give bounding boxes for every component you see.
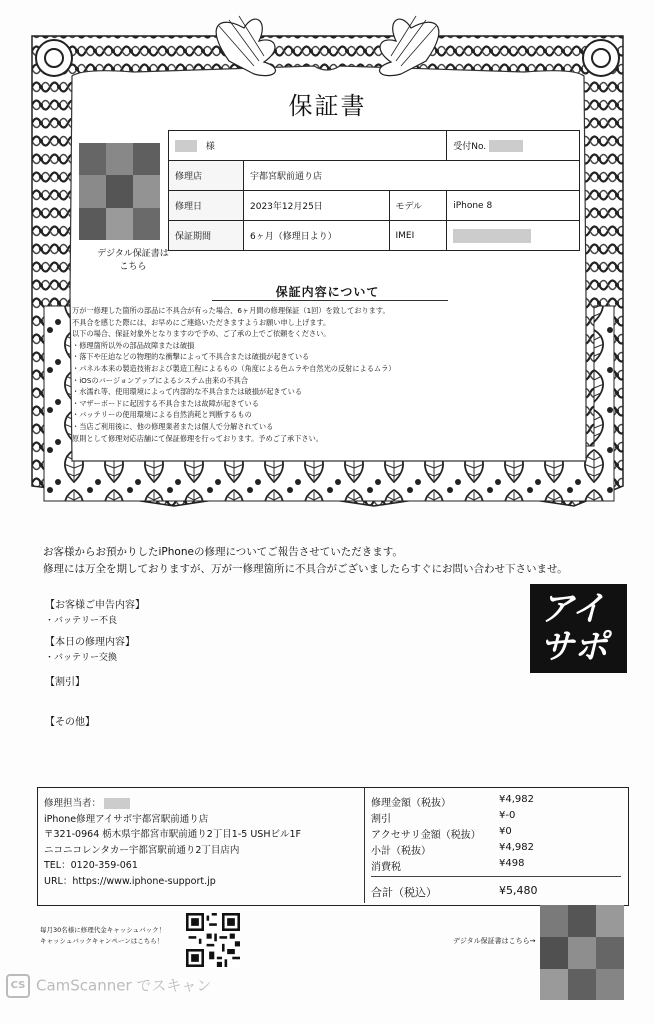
camscanner-watermark: CS CamScanner でスキャン: [6, 974, 211, 998]
blurred-digital-qr: [540, 905, 624, 1000]
model-value: iPhone 8: [447, 191, 580, 221]
blurred-customer-name: [175, 140, 197, 152]
shop-value: 宇都宮駅前通り店: [244, 161, 580, 191]
blurred-reception-number: [489, 140, 523, 152]
blurred-imei: [453, 229, 531, 243]
digital-certificate-caption: デジタル保証書は こちら: [97, 249, 169, 272]
date-value: 2023年12月25日: [244, 191, 390, 221]
amount-row: 割引 ¥-0: [371, 810, 516, 825]
terms-line: ・水濡れ等、使用環境によって内部的な不具合または破損が起きている: [72, 387, 303, 397]
imei-label: IMEI: [389, 221, 447, 251]
total-row: 合計（税込） ¥5,480: [371, 884, 538, 899]
amount-row: アクセサリ金額（税抜） ¥0: [371, 826, 512, 841]
complaint-label: 【お客様ご申告内容】: [45, 600, 145, 611]
shop-label: 修理店: [169, 161, 244, 191]
terms-line: ・マザーボードに起因する不具合または故障が起きている: [72, 398, 259, 408]
terms-line: ・当店ご利用後に、他の修理業者または個人で分解されている: [72, 421, 274, 431]
terms-line: ・落下や圧迫などの物理的な衝撃によって不具合または破損が起きている: [72, 352, 310, 362]
shop-tel: TEL：0120-359-061: [44, 860, 138, 872]
box-divider: [364, 788, 365, 903]
isapo-logo: アイ サポ: [530, 584, 627, 673]
period-label: 保証期間: [169, 221, 244, 251]
certificate-title: 保証書: [288, 92, 367, 120]
shop-amount-box: [37, 787, 629, 906]
model-label: モデル: [389, 191, 447, 221]
complaint-value: ・バッテリー不良: [45, 616, 118, 626]
terms-line: 不具合を感じた際には、お早めにご連絡いただきますようお願い申し上げます。: [72, 317, 331, 327]
terms-line: ・パネル本来の製造技術および製造工程によるもの（角度による色ムラや自然光の反射によるムラ）: [72, 363, 396, 373]
customer-name-cell: 様: [169, 131, 447, 161]
terms-line: ・バッテリーの使用環境による自然消耗と判断するもの: [72, 410, 252, 420]
blurred-staff-name: [104, 798, 130, 809]
report-intro: お客様からお預かりしたiPhoneの修理についてご報告させていただきます。 修理には万全を期しておりますが、万が一修理箇所に不具合がございましたらすぐにお問い合わせ下さいませ。: [43, 546, 568, 575]
terms-title-rule: [212, 300, 448, 301]
amount-row: 消費税 ¥498: [371, 858, 525, 873]
camscanner-icon: CS: [6, 974, 30, 998]
terms-line: 万が一修理した箇所の部品に不具合が有った場合、6ヶ月間の修理保証（1回）を致しております。: [72, 306, 390, 315]
shop-url[interactable]: URL：https://www.iphone-support.jp: [44, 875, 216, 887]
digital-certificate-link[interactable]: デジタル保証書はこちら→: [453, 937, 536, 945]
shop-address: 〒321-0964 栃木県宇都宮市駅前通り2丁目1-5 USHビル1F: [44, 829, 301, 841]
total-rule: [371, 876, 621, 877]
other-label: 【その他】: [45, 717, 95, 728]
date-label: 修理日: [169, 191, 244, 221]
amount-row: 小計（税抜） ¥4,982: [371, 842, 534, 857]
repair-label: 【本日の修理内容】: [45, 637, 135, 648]
terms-line: ・iOSのバージョンアップによるシステム由来の不具合: [72, 375, 249, 385]
shop-info: [44, 796, 301, 890]
shop-name: iPhone修理アイサポ宇都宮駅前通り店: [44, 813, 209, 825]
blurred-qr-image: [79, 143, 160, 240]
terms-line: ・修理箇所以外の部品故障または破損: [72, 340, 195, 350]
reception-cell: 受付No.: [447, 131, 580, 161]
campaign-qr-code[interactable]: [186, 913, 240, 967]
certificate-info-table: [168, 130, 580, 251]
terms-line: 以下の場合、保証対象外となりますので予め、ご了承の上でご依頼をください。: [72, 329, 331, 339]
imei-value: [447, 221, 580, 251]
cashback-campaign-note: 毎月30名様に修理代金キャッシュバック！ キャッシュバックキャンペーンはこちら！: [40, 926, 166, 945]
repair-value: ・バッテリー交換: [45, 653, 118, 663]
shop-address-2: ニコニコレンタカー宇都宮駅前通り2丁目店内: [44, 844, 240, 856]
amount-row: 修理金額（税抜） ¥4,982: [371, 794, 534, 809]
staff-label: 修理担当者：: [44, 798, 102, 809]
terms-title: 保証内容について: [275, 285, 380, 299]
period-value: 6ヶ月（修理日より）: [244, 221, 390, 251]
terms-text: [72, 305, 472, 444]
terms-line: 原則として修理対応店舗にて保証修理を行っております。予めご了承下さい。: [72, 433, 323, 443]
discount-label: 【割引】: [45, 677, 85, 688]
